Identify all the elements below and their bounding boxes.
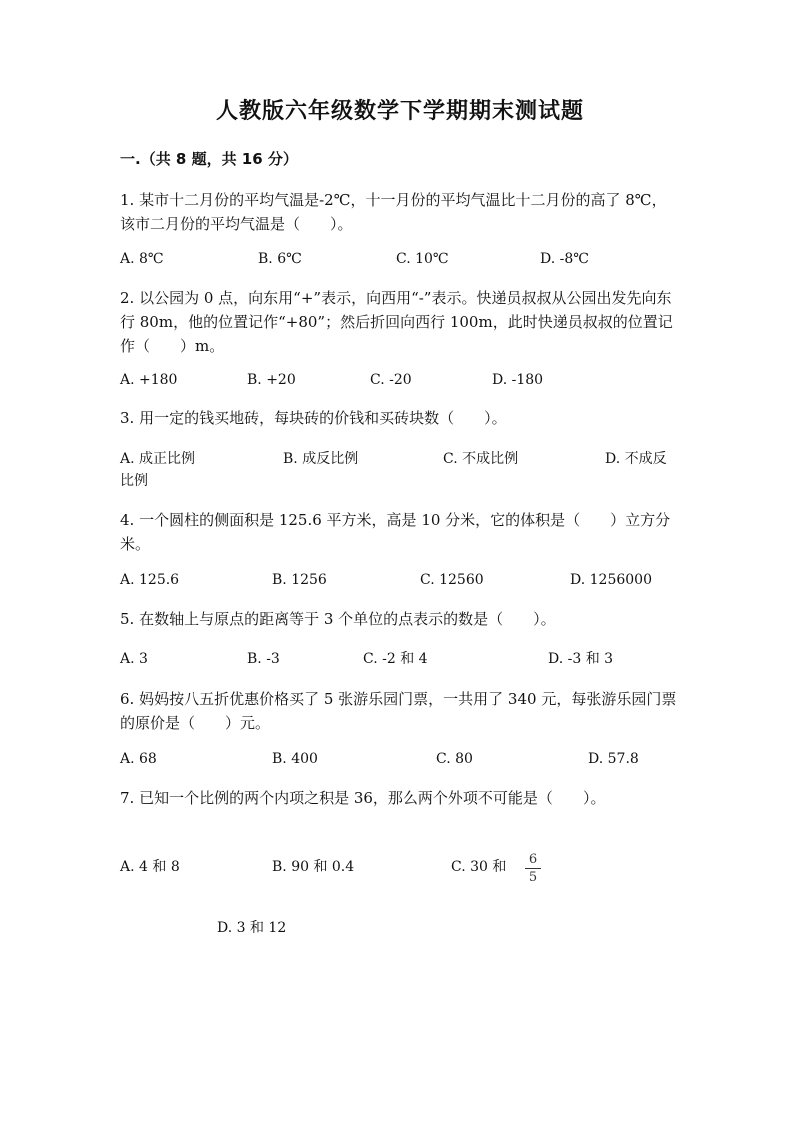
q6-option-a[interactable]: A. 68 (120, 751, 157, 767)
q6-option-d[interactable]: D. 57.8 (588, 751, 639, 767)
question-3: 3. 用一定的钱买地砖，每块砖的价钱和买砖块数（ ）。 (120, 409, 507, 427)
question-6: 6. 妈妈按八五折优惠价格买了 5 张游乐园门票，一共用了 340 元，每张游乐园门票的原价是（ ）元。 (120, 690, 677, 732)
q1-option-c[interactable]: C. 10℃ (396, 251, 449, 267)
q1-option-a[interactable]: A. 8℃ (120, 251, 164, 267)
q4-option-b[interactable]: B. 1256 (272, 572, 327, 588)
q7-option-c-fraction (525, 852, 541, 885)
q6-option-b[interactable]: B. 400 (272, 751, 318, 767)
q5-option-a[interactable]: A. 3 (120, 651, 148, 667)
fraction-numerator: 6 (528, 852, 538, 867)
q7-option-b[interactable]: B. 90 和 0.4 (272, 859, 355, 875)
q5-option-d[interactable]: D. -3 和 3 (548, 651, 614, 667)
question-7: 7. 已知一个比例的两个内项之积是 36，那么两个外项不可能是（ ）。 (120, 789, 606, 807)
q4-option-d[interactable]: D. 1256000 (570, 572, 652, 588)
q5-option-c[interactable]: C. -2 和 4 (363, 651, 428, 667)
q2-option-d[interactable]: D. -180 (492, 372, 544, 388)
q2-option-b[interactable]: B. +20 (247, 372, 296, 388)
fraction-denominator: 5 (528, 870, 538, 885)
q6-option-c[interactable]: C. 80 (436, 751, 473, 767)
q3-option-d-continued: 比例 (120, 473, 148, 489)
q7-option-d[interactable]: D. 3 和 12 (217, 920, 287, 936)
question-5: 5. 在数轴上与原点的距离等于 3 个单位的点表示的数是（ ）。 (120, 610, 556, 628)
q3-option-d[interactable]: D. 不成反 (605, 451, 667, 467)
q2-option-c[interactable]: C. -20 (370, 372, 412, 388)
question-4: 4. 一个圆柱的侧面积是 125.6 平方米，高是 10 分米，它的体积是（ ）立方分米。 (120, 511, 671, 553)
section-header: 一.（共 8 题，共 16 分） (120, 150, 298, 168)
q3-option-c[interactable]: C. 不成比例 (443, 451, 519, 467)
q4-option-c[interactable]: C. 12560 (420, 572, 484, 588)
question-2: 2. 以公园为 0 点，向东用“+”表示，向西用“-”表示。快递员叔叔从公园出发先向东行 80m，他的位置记作“+80”；然后折回向西行 100m，此时快递员叔叔的位置记作（ ）m。 (120, 289, 673, 355)
q7-option-a[interactable]: A. 4 和 8 (120, 859, 180, 875)
q1-option-d[interactable]: D. -8℃ (540, 251, 589, 267)
q5-option-b[interactable]: B. -3 (247, 651, 280, 667)
q2-option-a[interactable]: A. +180 (120, 372, 178, 388)
q3-option-b[interactable]: B. 成反比例 (283, 451, 359, 467)
page-title: 人教版六年级数学下学期期末测试题 (215, 99, 584, 124)
q7-option-c[interactable]: C. 30 和 (451, 859, 507, 875)
q4-option-a[interactable]: A. 125.6 (120, 572, 180, 588)
q3-option-a[interactable]: A. 成正比例 (120, 451, 196, 467)
q1-option-b[interactable]: B. 6℃ (258, 251, 302, 267)
fraction-bar (525, 868, 541, 869)
question-1: 1. 某市十二月份的平均气温是-2℃，十一月份的平均气温比十二月份的高了 8℃，该市二月份的平均气温是（ ）。 (120, 191, 667, 233)
